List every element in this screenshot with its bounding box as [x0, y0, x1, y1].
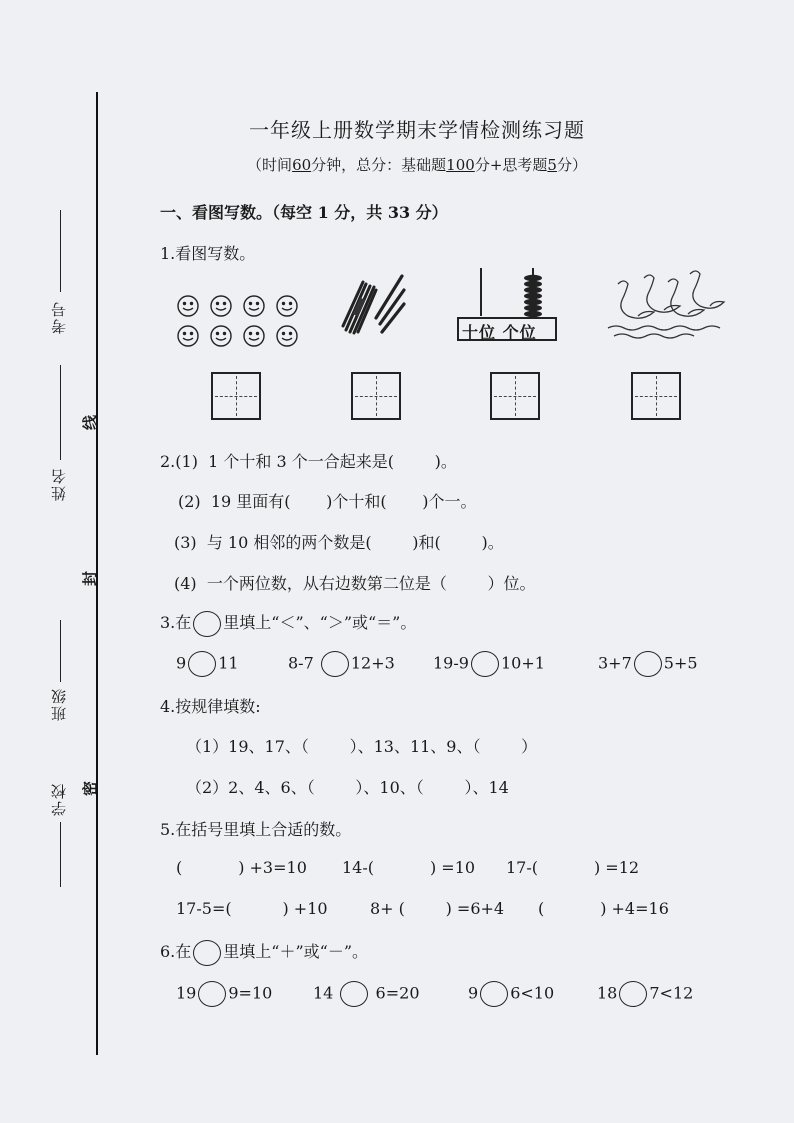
q3-prompt-pre: 3.在 [160, 613, 192, 632]
q6-item-4 [597, 981, 693, 1007]
basic-score: 100 [446, 156, 475, 174]
q5-row1-a: ( ) +3=10 [176, 858, 307, 877]
answer-box-4[interactable] [631, 372, 681, 420]
subtitle-suffix: 分） [556, 156, 587, 174]
circle-blank-icon [193, 940, 221, 966]
q5-label: 5.在括号里填上合适的数。 [160, 820, 352, 839]
smiley-faces-illustration [176, 294, 300, 350]
q5-row2-a: 17-5=( ) +10 [176, 899, 328, 918]
time-value: 60 [292, 156, 312, 174]
answer-box-1[interactable] [211, 372, 261, 420]
school-label: 学校 [50, 782, 68, 816]
q2-line-1: 2.(1) 1 个十和 3 个一合起来是( )。 [160, 452, 457, 471]
seal-char-seal: 封 [81, 570, 100, 587]
name-label: 姓名 [50, 467, 68, 501]
q6-item-2 [313, 981, 420, 1007]
q6-item-2-left: 14 [313, 983, 334, 1003]
q6-item-3 [468, 981, 554, 1007]
q5-row1-b: 14-( ) =10 [342, 858, 476, 877]
q6-item-1-right: 9=10 [228, 983, 273, 1003]
q5-row2-c: ( ) +4=16 [538, 899, 669, 918]
q3-prompt [160, 610, 416, 637]
circle-blank-icon [193, 611, 221, 637]
subtitle-prefix: （时间 [247, 156, 293, 174]
q2-line-2: (2) 19 里面有( )个十和( )个一。 [178, 492, 477, 511]
smiley-icon [178, 296, 198, 316]
sticks-bundle-illustration [336, 268, 408, 340]
q5-row2-b: 8+ ( ) =6+4 [370, 899, 505, 918]
exam-no-label: 考号 [50, 300, 68, 334]
name-blank [60, 365, 61, 460]
compare-circle-2[interactable] [321, 651, 349, 677]
q3-item-1-right: 11 [218, 653, 239, 673]
compare-circle-3[interactable] [471, 651, 499, 677]
q4-line-1: （1）19、17、（ ）、13、11、9、（ ） [186, 737, 538, 756]
q3-item-4-left: 3+7 [598, 653, 632, 673]
op-circle-3[interactable] [480, 981, 508, 1007]
op-circle-1[interactable] [198, 981, 226, 1007]
exam-no-blank [60, 210, 61, 292]
q6-item-3-left: 9 [468, 983, 479, 1003]
op-circle-4[interactable] [619, 981, 647, 1007]
q4-label: 4.按规律填数: [160, 697, 261, 716]
q3-item-4 [598, 651, 698, 677]
page-title: 一年级上册数学期末学情检测练习题 [249, 118, 585, 142]
q6-prompt-post: 里填上“＋”或“－”。 [223, 942, 369, 961]
op-circle-2[interactable] [340, 981, 368, 1007]
q5-row1-c: 17-( ) =12 [506, 858, 640, 877]
q3-item-3-right: 10+1 [500, 653, 545, 673]
q6-item-4-right: 7<12 [649, 983, 694, 1003]
answer-box-2[interactable] [351, 372, 401, 420]
q3-prompt-post: 里填上“＜”、“＞”或“＝”。 [223, 613, 417, 632]
abacus-place-labels: 十位 个位 [462, 323, 537, 342]
q3-item-2-right: 12+3 [350, 653, 395, 673]
class-blank [60, 620, 61, 682]
q6-item-1-left: 19 [176, 983, 197, 1003]
seal-char-line: 线 [81, 414, 100, 431]
q3-item-2 [288, 651, 395, 677]
q6-item-2-right: 6=20 [375, 983, 420, 1003]
class-label: 班级 [50, 687, 68, 721]
q6-item-4-left: 18 [597, 983, 618, 1003]
q3-item-3-left: 19-9 [433, 653, 469, 673]
seal-char-secret: 密 [81, 780, 100, 797]
q6-item-3-right: 6<10 [510, 983, 555, 1003]
section-1-heading: 一、看图写数。（每空 1 分，共 33 分） [160, 203, 448, 222]
compare-circle-4[interactable] [634, 651, 662, 677]
q3-item-4-right: 5+5 [663, 653, 698, 673]
compare-circle-1[interactable] [188, 651, 216, 677]
answer-box-3[interactable] [490, 372, 540, 420]
page-subtitle [0, 154, 794, 175]
subtitle-mid1: 分钟，总分：基础题 [311, 156, 447, 174]
q4-line-2: （2）2、4、6、（ ）、10、（ ）、14 [186, 778, 509, 797]
q6-prompt [160, 939, 368, 966]
school-blank [60, 822, 61, 887]
swans-illustration [604, 270, 728, 344]
q2-line-4: (4) 一个两位数，从右边数第二位是（ ）位。 [174, 574, 536, 593]
q3-item-2-left: 8-7 [288, 653, 314, 673]
q3-item-1 [176, 651, 239, 677]
q6-prompt-pre: 6.在 [160, 942, 192, 961]
q3-item-3 [433, 651, 545, 677]
think-score: 5 [547, 156, 557, 174]
q1-label: 1.看图写数。 [160, 244, 256, 263]
q3-item-1-left: 9 [176, 653, 187, 673]
q2-line-3: (3) 与 10 相邻的两个数是( )和( )。 [174, 533, 504, 552]
subtitle-mid2: 分+思考题 [474, 156, 548, 174]
q6-item-1 [176, 981, 272, 1007]
